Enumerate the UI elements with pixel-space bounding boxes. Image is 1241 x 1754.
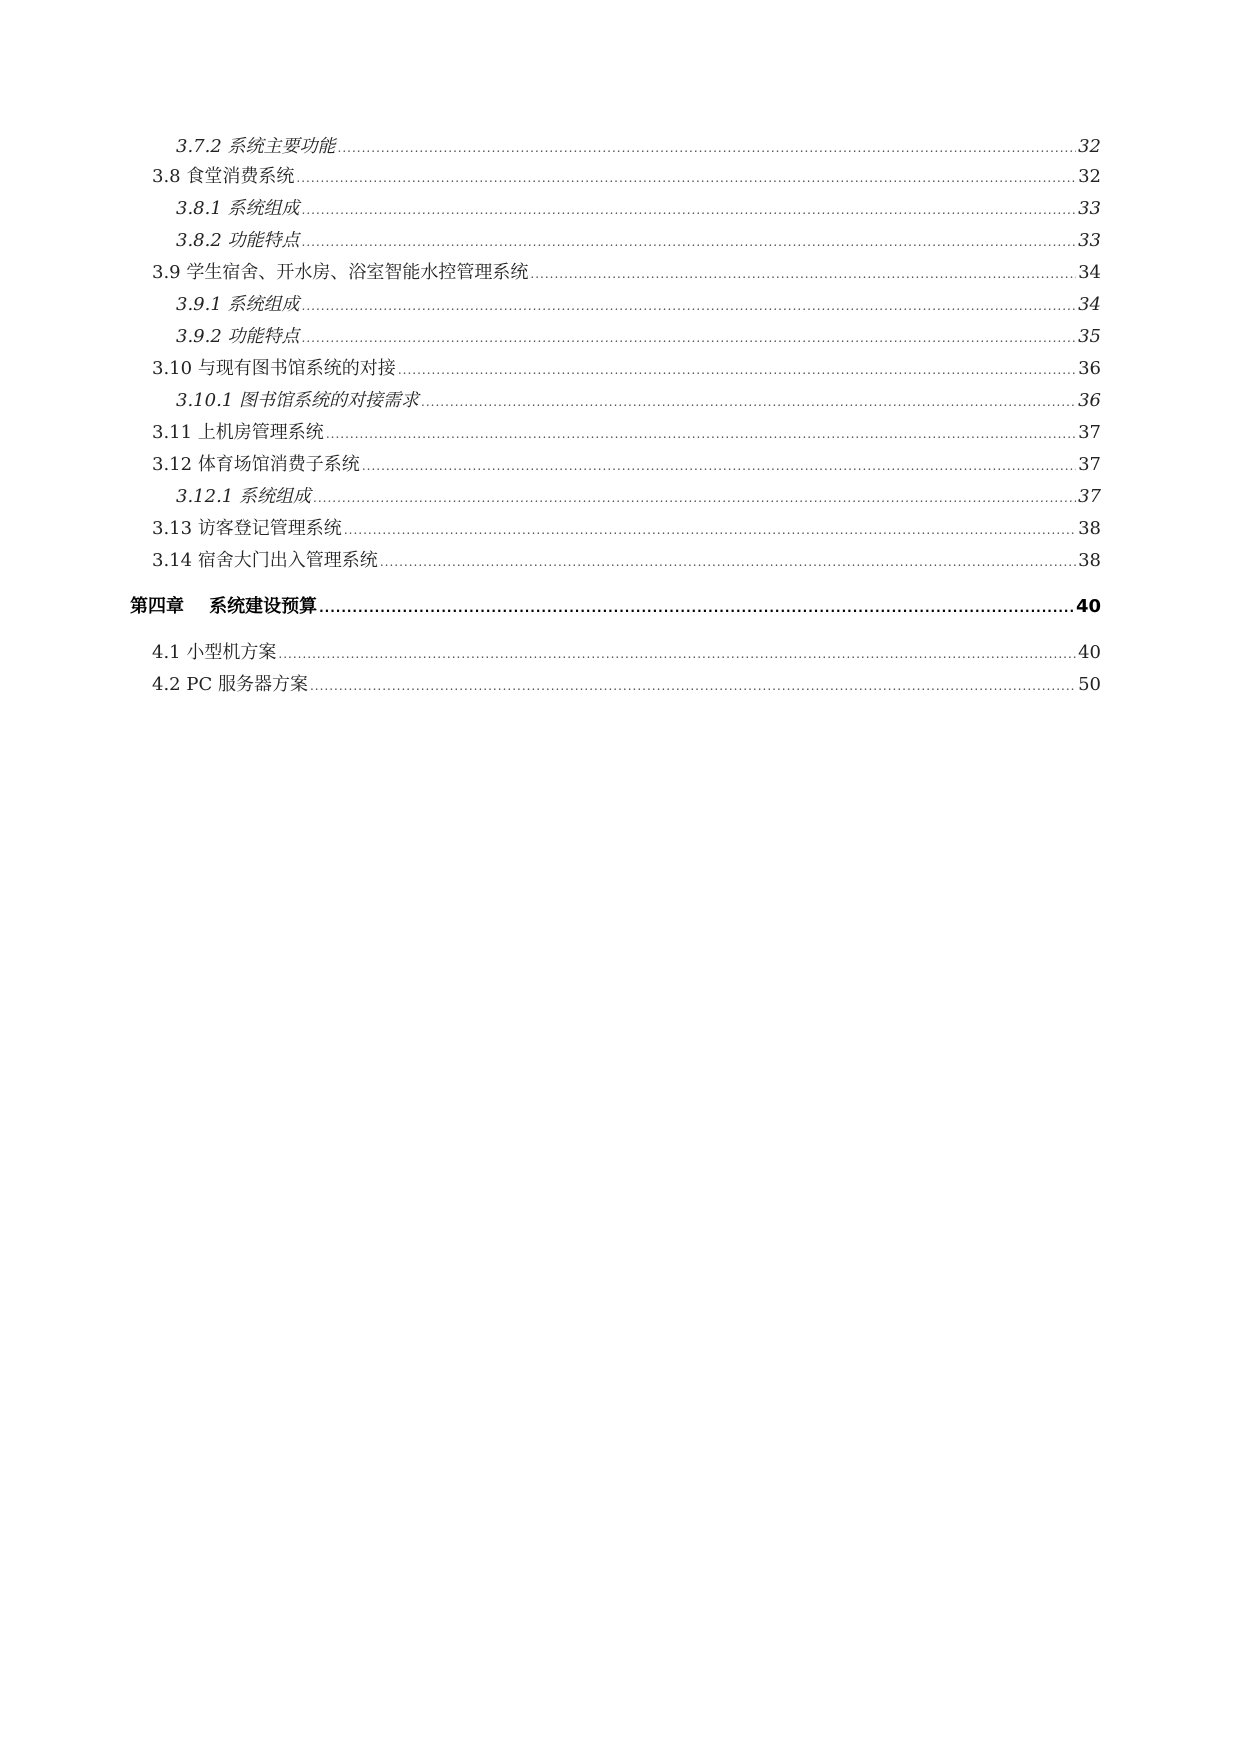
- toc-leader-dots: [302, 331, 1077, 345]
- toc-entry-page: 33: [1078, 198, 1101, 219]
- toc-entry: [152, 546, 1101, 574]
- toc-entry-title: 宿舍大门出入管理系统: [197, 550, 378, 571]
- toc-entry-page: 40: [1078, 642, 1101, 663]
- toc-entry: [152, 670, 1101, 698]
- toc-entry: [176, 322, 1101, 350]
- toc-entry-title: 系统组成: [227, 294, 300, 315]
- toc-entry-number: 3.8.2: [176, 230, 222, 251]
- toc-entry-number: 3.9.1: [176, 294, 222, 315]
- toc-entry-title: 访客登记管理系统: [197, 518, 342, 539]
- toc-leader-dots: [302, 235, 1077, 249]
- toc-entry-number: 3.9.2: [176, 326, 222, 347]
- toc-entry-page: 35: [1078, 326, 1101, 347]
- toc-leader-dots: [421, 395, 1076, 409]
- toc-leader-dots: [319, 601, 1074, 615]
- toc-entry-title: 体育场馆消费子系统: [197, 454, 360, 475]
- toc-entry-page: 38: [1078, 518, 1101, 539]
- toc-entry: [152, 638, 1101, 666]
- toc-entry-page: 36: [1078, 390, 1101, 411]
- toc-entry-title: 系统组成: [239, 486, 311, 507]
- toc-leader-dots: [310, 679, 1076, 693]
- toc-entry-number: 3.10: [152, 358, 193, 379]
- toc-entry-page: 34: [1078, 294, 1101, 315]
- toc-leader-dots: [296, 171, 1076, 185]
- toc-entry: [152, 162, 1101, 190]
- toc-entry: [176, 290, 1101, 318]
- toc-entry-title: 上机房管理系统: [197, 422, 324, 443]
- toc-entry-number: 3.12.1: [176, 486, 234, 507]
- toc-leader-dots: [302, 299, 1077, 313]
- toc-entry-page: 36: [1078, 358, 1101, 379]
- toc-leader-dots: [278, 647, 1076, 661]
- toc-entry-page: 34: [1078, 262, 1101, 283]
- toc-entry-page: 32: [1078, 136, 1101, 157]
- toc-leader-dots: [530, 267, 1076, 281]
- toc-entry-title: 小型机方案: [186, 642, 277, 663]
- toc-entry: [152, 450, 1101, 478]
- toc-entry-page: 32: [1078, 166, 1101, 187]
- toc-entry-title: 学生宿舍、开水房、浴室智能水控管理系统: [186, 262, 529, 283]
- toc-entry-number: 3.11: [152, 422, 193, 443]
- toc-entry-page: 50: [1078, 674, 1101, 695]
- toc-entry: [152, 418, 1101, 446]
- toc-leader-dots: [326, 427, 1076, 441]
- toc-entry-number: 3.13: [152, 518, 193, 539]
- toc-entry-title: 系统组成: [227, 198, 300, 219]
- toc-entry: [176, 386, 1101, 414]
- toc-entry-title: 系统主要功能: [227, 136, 336, 157]
- toc-entry-number: 3.12: [152, 454, 193, 475]
- toc-leader-dots: [302, 203, 1077, 217]
- toc-entry: [152, 354, 1101, 382]
- toc-leader-dots: [398, 363, 1076, 377]
- toc-entry-page: 40: [1075, 596, 1101, 617]
- toc-entry-title: PC 服务器方案: [186, 674, 308, 695]
- toc-entry-number: 4.1: [152, 642, 181, 663]
- toc-entry-number: 4.2: [152, 674, 181, 695]
- toc-entry-page: 37: [1078, 422, 1101, 443]
- toc-entry-page: 33: [1078, 230, 1101, 251]
- toc-entry-title: 功能特点: [227, 326, 300, 347]
- toc-entry: [176, 194, 1101, 222]
- toc-entry-number: 3.8: [152, 166, 181, 187]
- toc-entry-number: 3.7.2: [176, 136, 222, 157]
- toc-entry-title: 图书馆系统的对接需求: [239, 390, 419, 411]
- toc-entry-number: 3.14: [152, 550, 193, 571]
- toc-entry-title: 与现有图书馆系统的对接: [197, 358, 396, 379]
- toc-entry: [176, 132, 1101, 160]
- toc-entry: [152, 514, 1101, 542]
- toc-leader-dots: [380, 555, 1076, 569]
- toc-leader-dots: [344, 523, 1076, 537]
- toc-entry: [176, 226, 1101, 254]
- toc-entry-title: 食堂消费系统: [186, 166, 295, 187]
- toc-chapter-entry: [130, 592, 1101, 620]
- toc-entry-page: 37: [1078, 486, 1101, 507]
- toc-leader-dots: [338, 141, 1077, 155]
- toc-entry-page: 38: [1078, 550, 1101, 571]
- toc-entry-page: 37: [1078, 454, 1101, 475]
- toc-entry-number: 3.9: [152, 262, 181, 283]
- toc-entry-number: 第四章: [130, 596, 184, 617]
- toc-entry-number: 3.10.1: [176, 390, 234, 411]
- toc-entry-title: 系统建设预算: [209, 596, 318, 617]
- toc-entry: [176, 482, 1101, 510]
- toc-leader-dots: [362, 459, 1076, 473]
- toc-entry-number: 3.8.1: [176, 198, 222, 219]
- toc-leader-dots: [313, 491, 1076, 505]
- toc-entry: [152, 258, 1101, 286]
- toc-entry-title: 功能特点: [227, 230, 300, 251]
